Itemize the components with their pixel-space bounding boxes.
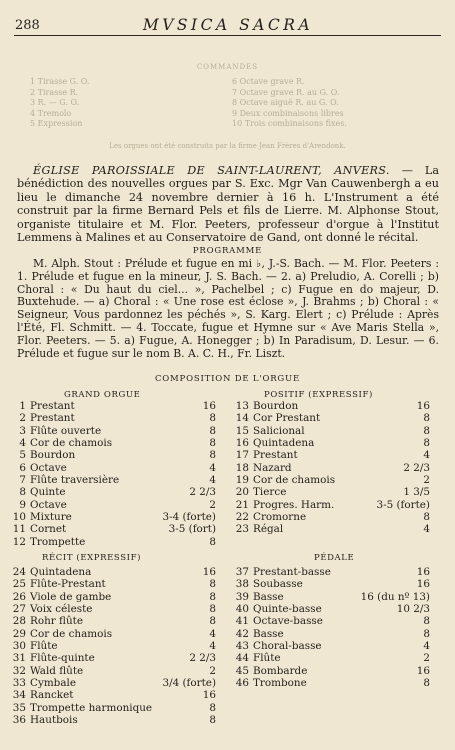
stop-pitch: 8	[209, 701, 216, 714]
stop-name: Bourdon	[30, 449, 76, 462]
stop-name: Salicional	[253, 424, 305, 437]
stop-number: 3	[19, 424, 26, 437]
stop-row	[231, 640, 430, 652]
stop-row	[8, 449, 216, 461]
ghost-line: 3 R. — G. O.	[30, 98, 80, 107]
stop-pitch: 8	[423, 627, 430, 640]
stop-row	[8, 640, 216, 652]
pedale-stops	[231, 566, 430, 689]
stop-name: Rohr flûte	[30, 615, 83, 628]
stop-number: 18	[235, 461, 249, 474]
stop-number: 36	[12, 714, 26, 727]
stop-row	[231, 615, 430, 627]
stop-name: Viole de gambe	[30, 590, 112, 603]
ghost-title: COMMANDES	[196, 63, 259, 71]
stop-number: 35	[12, 701, 26, 714]
stop-number: 4	[19, 437, 26, 450]
stop-number: 2	[19, 412, 26, 425]
stop-row	[231, 591, 430, 603]
stop-number: 1	[19, 400, 26, 412]
stop-name: Hautbois	[30, 714, 78, 727]
stop-number: 6	[19, 461, 26, 474]
stop-name: Flûte ouverte	[30, 424, 102, 437]
pedale-title: PÉDALE	[314, 553, 355, 563]
recit-title: RÉCIT (EXPRESSIF)	[42, 553, 142, 563]
stop-name: Progres. Harm.	[253, 498, 335, 511]
stop-row	[231, 437, 430, 449]
stop-name: Basse	[253, 627, 284, 640]
stop-row	[8, 689, 216, 701]
stop-name: Prestant	[253, 449, 298, 462]
stop-name: Tierce	[253, 486, 287, 499]
stop-row	[8, 665, 216, 677]
stop-name: Quintadena	[253, 437, 315, 450]
stop-row	[8, 578, 216, 590]
ghost-line: 1 Tirasse G. O.	[30, 77, 90, 86]
stop-row	[8, 702, 216, 714]
stop-number: 19	[235, 474, 249, 487]
stop-row	[8, 677, 216, 689]
stop-number: 27	[12, 603, 26, 616]
stop-pitch: 8	[209, 578, 216, 591]
stop-name: Octave	[30, 498, 67, 511]
article-heading: ÉGLISE PAROISSIALE DE SAINT-LAURENT, ANVERS.	[33, 164, 390, 177]
grand-orgue-stops	[8, 400, 216, 548]
stop-number: 7	[19, 474, 26, 487]
stop-number: 44	[235, 652, 249, 665]
stop-number: 15	[235, 424, 249, 437]
stop-row	[8, 714, 216, 726]
stop-row	[8, 652, 216, 664]
recit-stops	[8, 566, 216, 726]
stop-number: 22	[235, 511, 249, 524]
stop-number: 37	[235, 566, 249, 578]
stop-name: Prestant-basse	[253, 566, 331, 578]
stop-number: 33	[12, 677, 26, 690]
stop-row	[231, 511, 430, 523]
stop-row	[231, 486, 430, 498]
ghost-right-column	[232, 77, 347, 130]
positif-title: POSITIF (EXPRESSIF)	[264, 390, 373, 400]
stop-row	[8, 566, 216, 578]
stop-number: 26	[12, 590, 26, 603]
stop-number: 21	[235, 498, 249, 511]
stop-name: Prestant	[30, 400, 75, 412]
stop-number: 40	[235, 603, 249, 616]
ghost-note: Les orgues ont été construits par la firme Jean Frères d'Arendonk.	[109, 142, 346, 150]
stop-pitch: 2	[209, 498, 216, 511]
stop-number: 11	[12, 523, 26, 536]
stop-pitch: 2	[209, 664, 216, 677]
stop-row	[231, 628, 430, 640]
stop-name: Quinte-basse	[253, 603, 322, 616]
stop-row	[8, 628, 216, 640]
stop-pitch: 4	[209, 474, 216, 487]
programme-title: PROGRAMME	[192, 246, 263, 256]
stop-row	[231, 462, 430, 474]
ghost-line: 10 Trois combinaisons fixes.	[232, 119, 347, 128]
stop-number: 23	[235, 523, 249, 536]
stop-row	[8, 511, 216, 523]
stop-name: Soubasse	[253, 578, 303, 591]
stop-pitch: 16 (du nº 13)	[360, 590, 430, 603]
ghost-line: 4 Tremolo	[30, 108, 72, 118]
stop-row	[231, 603, 430, 615]
stop-number: 38	[235, 578, 249, 591]
stop-pitch: 3-5 (forte)	[376, 498, 430, 511]
stop-row	[231, 566, 430, 578]
stop-row	[8, 412, 216, 424]
journal-title: MVSICA SACRA	[142, 16, 314, 34]
stop-row	[8, 603, 216, 615]
stop-pitch: 8	[423, 615, 430, 628]
stop-pitch: 8	[209, 535, 216, 548]
stop-name: Flûte traversière	[30, 474, 120, 487]
ghost-line: 5 Expression	[30, 119, 83, 128]
stop-row	[8, 462, 216, 474]
stop-pitch: 8	[209, 412, 216, 425]
stop-pitch: 1 3/5	[403, 486, 430, 499]
stop-pitch: 8	[209, 437, 216, 450]
stop-name: Flûte	[30, 640, 58, 653]
stop-number: 39	[235, 590, 249, 603]
stop-pitch: 4	[209, 627, 216, 640]
stop-pitch: 2 2/3	[189, 486, 216, 499]
stop-pitch: 8	[423, 424, 430, 437]
stop-pitch: 16	[416, 566, 430, 578]
stop-pitch: 16	[202, 566, 216, 578]
stop-name: Octave	[30, 461, 67, 474]
stop-row	[231, 412, 430, 424]
stop-row	[231, 523, 430, 535]
stop-pitch: 8	[209, 603, 216, 616]
stop-number: 14	[235, 412, 249, 425]
stop-pitch: 8	[209, 590, 216, 603]
stop-pitch: 3/4 (forte)	[162, 677, 216, 690]
stop-name: Cymbale	[30, 677, 76, 690]
stop-name: Cor de chamois	[30, 627, 113, 640]
stop-name: Bombarde	[253, 664, 308, 677]
stop-pitch: 16	[416, 578, 430, 591]
stop-pitch: 2	[423, 474, 430, 487]
stop-pitch: 2 2/3	[189, 652, 216, 665]
stop-row	[8, 536, 216, 548]
stop-number: 32	[12, 664, 26, 677]
stop-row	[8, 523, 216, 535]
stop-row	[8, 615, 216, 627]
stop-row	[231, 474, 430, 486]
stop-pitch: 8	[209, 615, 216, 628]
stop-row	[8, 591, 216, 603]
ghost-line: 7 Octave grave R. au G. O.	[232, 87, 340, 97]
stop-number: 25	[12, 578, 26, 591]
stop-pitch: 4	[423, 640, 430, 653]
stop-name: Cromorne	[253, 511, 307, 524]
stop-number: 46	[235, 677, 249, 690]
stop-row	[231, 677, 430, 689]
stop-name: Cor de chamois	[30, 437, 113, 450]
stop-name: Wald flûte	[30, 664, 84, 677]
stop-pitch: 3-4 (forte)	[162, 511, 216, 524]
stop-row	[8, 486, 216, 498]
stop-pitch: 4	[209, 640, 216, 653]
stop-number: 8	[19, 486, 26, 499]
stop-row	[231, 499, 430, 511]
stop-number: 17	[235, 449, 249, 462]
stop-name: Régal	[253, 523, 284, 536]
stop-row	[231, 425, 430, 437]
stop-pitch: 10 2/3	[396, 603, 430, 616]
stop-name: Cornet	[30, 523, 67, 536]
stop-row	[8, 437, 216, 449]
stop-pitch: 16	[416, 664, 430, 677]
stop-number: 43	[235, 640, 249, 653]
stop-number: 41	[235, 615, 249, 628]
stop-pitch: 3-5 (fort)	[168, 523, 216, 536]
stop-pitch: 8	[423, 437, 430, 450]
stop-pitch: 8	[423, 511, 430, 524]
stop-name: Cor Prestant	[253, 412, 321, 425]
stop-name: Flûte-Prestant	[30, 578, 106, 591]
stop-pitch: 4	[209, 461, 216, 474]
stop-name: Trompette harmonique	[30, 701, 153, 714]
stop-pitch: 16	[416, 400, 430, 412]
positif-stops	[231, 400, 430, 536]
stop-pitch: 16	[202, 689, 216, 702]
stop-name: Octave-basse	[253, 615, 323, 628]
stop-name: Flûte-quinte	[30, 652, 95, 665]
stop-name: Quintadena	[30, 566, 92, 578]
stop-name: Quinte	[30, 486, 66, 499]
stop-number: 30	[12, 640, 26, 653]
programme-text: M. Alph. Stout : Prélude et fugue en mi ♭, J.-S. Bach. — M. Flor. Peeters : 1. Prélude et fugue en la mineur, J. S. Bach. — 2. a) Preludio, A. Corelli ; b) Choral : « Du haut du ciel... », Pachelbel ; c) Fugue en do majeur, D. Buxtehude. — a) Choral : « Une rose est éclose », J. Brahms ; b) Choral : « Seigneur, Vous pardonnez les péchés », S. Karg. Elert ; c) Prélude : Après l'Été, Fl. Schmitt. — 4. Toccate, fugue et Hymne sur « Ave Maris Stella », Flor. Peeters. — 5. a) Fugue, A. Honegger ; b) In Paradisum, D. Lesur. — 6. Prélude et fugue sur le nom B. A. C. H., Fr. Liszt.	[17, 257, 439, 360]
stop-name: Flûte	[253, 652, 281, 665]
stop-pitch: 4	[423, 523, 430, 536]
stop-pitch: 2 2/3	[403, 461, 430, 474]
stop-number: 28	[12, 615, 26, 628]
stop-row	[8, 400, 216, 412]
stop-number: 9	[19, 498, 26, 511]
stop-name: Basse	[253, 590, 284, 603]
stop-number: 12	[12, 535, 26, 548]
programme-text-block	[17, 258, 439, 360]
stop-name: Prestant	[30, 412, 75, 425]
stop-row	[231, 578, 430, 590]
stop-row	[231, 449, 430, 461]
stop-pitch: 8	[209, 449, 216, 462]
ghost-line: 8 Octave aiguë R. au G. O.	[232, 98, 339, 107]
stop-number: 34	[12, 689, 26, 702]
stop-row	[8, 474, 216, 486]
stop-pitch: 16	[202, 400, 216, 412]
stop-pitch: 8	[209, 714, 216, 727]
ghost-line: 9 Deux combinaisons libres	[232, 108, 344, 118]
stop-name: Nazard	[253, 461, 292, 474]
stop-name: Bourdon	[253, 400, 299, 412]
dash: —	[401, 164, 425, 177]
stop-name: Trombone	[253, 677, 307, 690]
ghost-left-column	[30, 77, 89, 130]
stop-name: Voix céleste	[30, 603, 93, 616]
stop-name: Cor de chamois	[253, 474, 336, 487]
stop-row	[231, 665, 430, 677]
ghost-line: 2 Tirasse R.	[30, 87, 79, 97]
composition-title: COMPOSITION DE L'ORGUE	[154, 374, 300, 384]
stop-pitch: 2	[423, 652, 430, 665]
stop-pitch: 8	[209, 424, 216, 437]
stop-number: 10	[12, 511, 26, 524]
article-body: La bénédiction des nouvelles orgues par S. Exc. Mgr Van Cauwenbergh a eu lieu le dimanche 24 novembre dernier à 16 h. L'Instrument a été construit par la firme Bernard Pels et fils de Lierre. M. Alphonse Stout, organiste titulaire et M. Flor. Peeters, professeur d'orgue à l'Institut Lemmens à Malines et au Conservatoire de Gand, ont donné le récital.	[17, 164, 439, 245]
stop-name: Mixture	[30, 511, 72, 524]
stop-number: 24	[12, 566, 26, 578]
grand-orgue-title: GRAND ORGUE	[64, 390, 141, 400]
stop-pitch: 8	[423, 412, 430, 425]
stop-pitch: 4	[423, 449, 430, 462]
stop-number: 20	[235, 486, 249, 499]
stop-number: 16	[235, 437, 249, 450]
stop-number: 29	[12, 627, 26, 640]
header-rule	[14, 35, 441, 36]
stop-number: 5	[19, 449, 26, 462]
ghost-line: 6 Octave grave R.	[232, 77, 305, 86]
stop-row	[8, 499, 216, 511]
stop-name: Trompette	[30, 535, 86, 548]
stop-row	[8, 425, 216, 437]
stop-name: Rancket	[30, 689, 74, 702]
stop-row	[231, 652, 430, 664]
stop-row	[231, 400, 430, 412]
stop-number: 31	[12, 652, 26, 665]
page-number: 288	[15, 18, 40, 33]
stop-pitch: 8	[423, 677, 430, 690]
stop-name: Choral-basse	[253, 640, 322, 653]
article	[17, 164, 439, 244]
stop-number: 13	[235, 400, 249, 412]
stop-number: 45	[235, 664, 249, 677]
stop-number: 42	[235, 627, 249, 640]
